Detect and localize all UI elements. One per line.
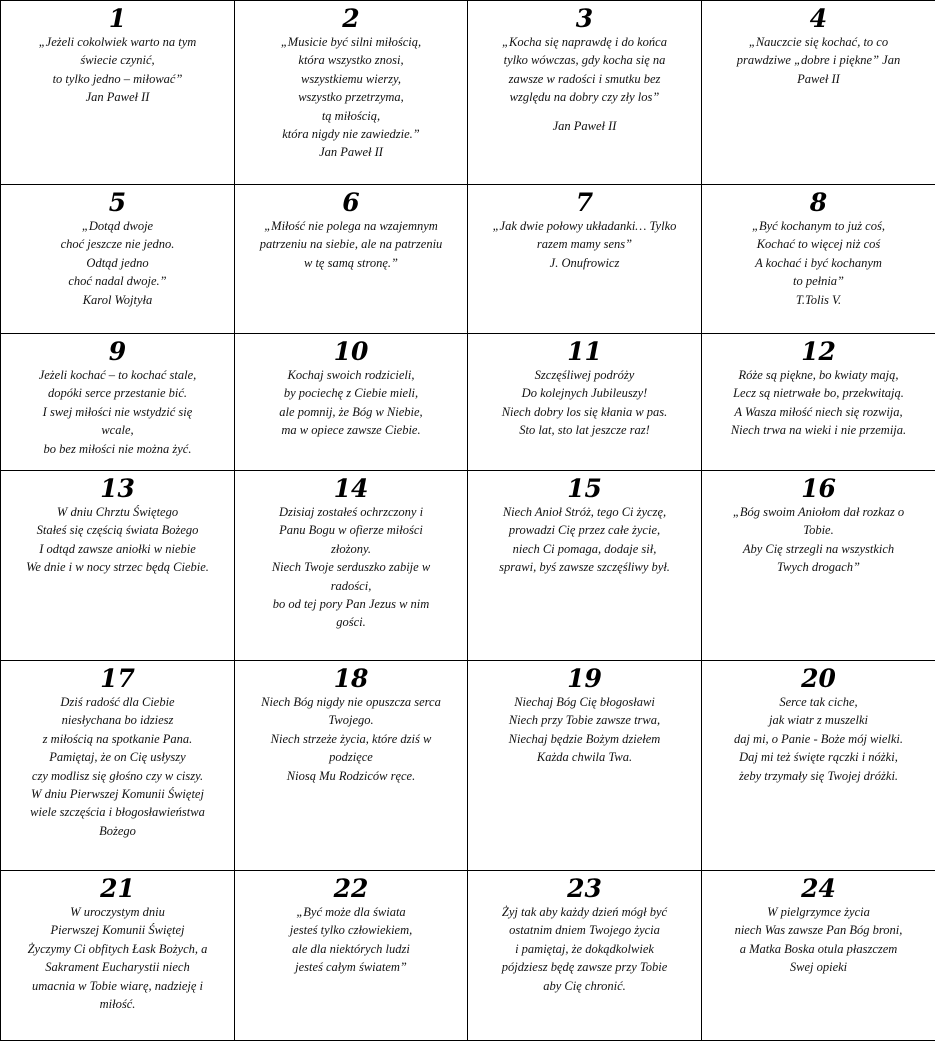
grid-row (1, 661, 935, 871)
verse-line: Do kolejnych Jubileuszy! (474, 384, 695, 402)
verse-line: patrzeniu na siebie, ale na patrzeniu (241, 235, 461, 253)
verse-line: We dnie i w nocy strzec będą Ciebie. (7, 558, 228, 576)
verse-line: tylko wówczas, gdy kocha się na (474, 51, 695, 69)
cell-number: 10 (241, 338, 461, 366)
verse-line: niesłychana bo idziesz (7, 711, 228, 729)
verse-line: jesteś tylko człowiekiem, (241, 921, 461, 939)
verse-line: „Kocha się naprawdę i do końca (474, 33, 695, 51)
verse-line: ostatnim dniem Twojego życia (474, 921, 695, 939)
verse-cell (1, 185, 235, 334)
verse-line: Bożego (7, 822, 228, 840)
verse-line: z miłością na spotkanie Pana. (7, 730, 228, 748)
verse-line: dopóki serce przestanie bić. (7, 384, 228, 402)
verse-line: Niech Anioł Stróż, tego Ci życzę, (474, 503, 695, 521)
verse-cell (468, 1, 702, 185)
verse-line: czy modlisz się głośno czy w ciszy. (7, 767, 228, 785)
verse-cell (1, 1, 235, 185)
verse-line: I odtąd zawsze aniołki w niebie (7, 540, 228, 558)
cell-number: 9 (7, 338, 228, 366)
verse-line: Stałeś się częścią świata Bożego (7, 521, 228, 539)
cell-number: 7 (474, 189, 695, 217)
verse-cell (468, 334, 702, 471)
cell-number: 6 (241, 189, 461, 217)
verse-cell (468, 471, 702, 661)
cell-number: 8 (708, 189, 929, 217)
verse-line: Karol Wojtyła (7, 291, 228, 309)
verse-line: miłość. (7, 995, 228, 1013)
verse-line: Jeżeli kochać – to kochać stale, (7, 366, 228, 384)
verse-line: Róże są piękne, bo kwiaty mają, (708, 366, 929, 384)
verse-line: daj mi, o Panie - Boże mój wielki. (708, 730, 929, 748)
verse-line: złożony. (241, 540, 461, 558)
cell-number: 15 (474, 475, 695, 503)
verse-line: choć nadal dwoje.” (7, 272, 228, 290)
verse-line: J. Onufrowicz (474, 254, 695, 272)
verse-line: prowadzi Cię przez całe życie, (474, 521, 695, 539)
verse-line: A kochać i być kochanym (708, 254, 929, 272)
verse-cell (468, 185, 702, 334)
verse-line: aby Cię chronić. (474, 977, 695, 995)
verse-line: żeby trzymały się Twojej dróżki. (708, 767, 929, 785)
verse-cell (1, 471, 235, 661)
verse-line: Sakrament Eucharystii niech (7, 958, 228, 976)
verse-line: W dniu Pierwszej Komunii Świętej (7, 785, 228, 803)
verse-cell (1, 871, 235, 1041)
verse-line: zawsze w radości i smutku bez (474, 70, 695, 88)
cell-number: 1 (7, 5, 228, 33)
verse-line: to tylko jedno – miłować” (7, 70, 228, 88)
cell-number: 21 (7, 875, 228, 903)
verse-line: W dniu Chrztu Świętego (7, 503, 228, 521)
verse-line: ale pomnij, że Bóg w Niebie, (241, 403, 461, 421)
verse-line: bo bez miłości nie można żyć. (7, 440, 228, 458)
cell-number: 18 (241, 665, 461, 693)
verse-cell (235, 1, 468, 185)
verse-line: podzięce (241, 748, 461, 766)
verse-line: Kochaj swoich rodzicieli, (241, 366, 461, 384)
verse-line: Pamiętaj, że on Cię usłyszy (7, 748, 228, 766)
verse-line: pójdziesz będę zawsze przy Tobie (474, 958, 695, 976)
verse-line: wszystko przetrzyma, (241, 88, 461, 106)
verse-cell (1, 661, 235, 871)
verse-line: „Musicie być silni miłością, (241, 33, 461, 51)
verse-line: bo od tej pory Pan Jezus w nim (241, 595, 461, 613)
verse-line: tą miłością, (241, 107, 461, 125)
grid-row (1, 185, 935, 334)
verse-line: „Dotąd dwoje (7, 217, 228, 235)
verse-line: Niechaj Bóg Cię błogosławi (474, 693, 695, 711)
verse-line: I swej miłości nie wstydzić się (7, 403, 228, 421)
verse-line: Niosą Mu Rodziców ręce. (241, 767, 461, 785)
verse-line: „Miłość nie polega na wzajemnym (241, 217, 461, 235)
verse-cell (235, 471, 468, 661)
verse-line: Pierwszej Komunii Świętej (7, 921, 228, 939)
cell-number: 11 (474, 338, 695, 366)
verse-line: Niech trwa na wieki i nie przemija. (708, 421, 929, 439)
verse-line: Szczęśliwej podróży (474, 366, 695, 384)
verse-cell (468, 661, 702, 871)
verse-cell (235, 661, 468, 871)
verse-cell (702, 334, 935, 471)
grid-row (1, 471, 935, 661)
cell-number: 22 (241, 875, 461, 903)
verse-line: razem mamy sens” (474, 235, 695, 253)
verse-line: „Bóg swoim Aniołom dał rozkaz o (708, 503, 929, 521)
verse-line: ma w opiece zawsze Ciebie. (241, 421, 461, 439)
grid-row (1, 871, 935, 1041)
cell-number: 24 (708, 875, 929, 903)
verse-line: Życzymy Ci obfitych Łask Bożych, a (7, 940, 228, 958)
verse-cell (468, 871, 702, 1041)
verse-line: choć jeszcze nie jedno. (7, 235, 228, 253)
verse-line: Niech dobry los się kłania w pas. (474, 403, 695, 421)
cell-number: 19 (474, 665, 695, 693)
verse-line: Niech strzeże życia, które dziś w (241, 730, 461, 748)
verse-line: Daj mi też święte rączki i nóżki, (708, 748, 929, 766)
verse-line: gości. (241, 613, 461, 631)
verse-line: „Nauczcie się kochać, to co (708, 33, 929, 51)
verse-line: Kochać to więcej niż coś (708, 235, 929, 253)
verse-line: i pamiętaj, że dokądkolwiek (474, 940, 695, 958)
verse-line: Swej opieki (708, 958, 929, 976)
verse-line: Paweł II (708, 70, 929, 88)
verse-line: Odtąd jedno (7, 254, 228, 272)
verse-line: a Matka Boska otula płaszczem (708, 940, 929, 958)
verse-line: Jan Paweł II (241, 143, 461, 161)
verse-line: wszystkiemu wierzy, (241, 70, 461, 88)
cell-number: 23 (474, 875, 695, 903)
verse-cell (702, 185, 935, 334)
verse-line: jak wiatr z muszelki (708, 711, 929, 729)
verse-line: „Jak dwie połowy układanki… Tylko (474, 217, 695, 235)
verse-line: Jan Paweł II (7, 88, 228, 106)
verse-line: Serce tak ciche, (708, 693, 929, 711)
verse-line: Niech Bóg nigdy nie opuszcza serca (241, 693, 461, 711)
verse-line: jesteś całym światem” (241, 958, 461, 976)
cell-number: 3 (474, 5, 695, 33)
grid-row (1, 1, 935, 185)
cell-number: 20 (708, 665, 929, 693)
verse-line: niech Ci pomaga, dodaje sił, (474, 540, 695, 558)
verse-line: Aby Cię strzegli na wszystkich (708, 540, 929, 558)
cell-number: 12 (708, 338, 929, 366)
verse-cell (235, 334, 468, 471)
verse-line: względu na dobry czy zły los” (474, 88, 695, 106)
verse-line: Tobie. (708, 521, 929, 539)
cell-number: 2 (241, 5, 461, 33)
verse-line: ale dla niektórych ludzi (241, 940, 461, 958)
verse-cell (702, 471, 935, 661)
verse-line: Każda chwila Twa. (474, 748, 695, 766)
verse-line: Lecz są nietrwałe bo, przekwitają. (708, 384, 929, 402)
cell-number: 16 (708, 475, 929, 503)
verse-line: wiele szczęścia i błogosławieństwa (7, 803, 228, 821)
verse-cell (1, 334, 235, 471)
verse-line: T.Tolis V. (708, 291, 929, 309)
verse-line: świecie czynić, (7, 51, 228, 69)
verse-line: Sto lat, sto lat jeszcze raz! (474, 421, 695, 439)
verse-line: Niech Twoje serduszko zabije w (241, 558, 461, 576)
verse-line: by pociechę z Ciebie mieli, (241, 384, 461, 402)
verse-spacer (474, 107, 695, 117)
verse-line: sprawi, byś zawsze szczęśliwy był. (474, 558, 695, 576)
cell-number: 4 (708, 5, 929, 33)
verse-line: W uroczystym dniu (7, 903, 228, 921)
verse-line: która nigdy nie zawiedzie.” (241, 125, 461, 143)
cell-number: 17 (7, 665, 228, 693)
verse-line: niech Was zawsze Pan Bóg broni, (708, 921, 929, 939)
cell-number: 5 (7, 189, 228, 217)
verse-line: umacnia w Tobie wiarę, nadzieję i (7, 977, 228, 995)
verse-line: Dziś radość dla Ciebie (7, 693, 228, 711)
verse-line: „Jeżeli cokolwiek warto na tym (7, 33, 228, 51)
verse-line: „Być kochanym to już coś, (708, 217, 929, 235)
verse-line: Twych drogach” (708, 558, 929, 576)
cell-number: 14 (241, 475, 461, 503)
verse-line: prawdziwe „dobre i piękne” Jan (708, 51, 929, 69)
verse-line: Niech przy Tobie zawsze trwa, (474, 711, 695, 729)
verse-line: Twojego. (241, 711, 461, 729)
verse-line: W pielgrzymce życia (708, 903, 929, 921)
verse-line: radości, (241, 577, 461, 595)
verse-line: „Być może dla świata (241, 903, 461, 921)
verse-cell (702, 1, 935, 185)
verse-cell (235, 185, 468, 334)
verse-line: która wszystko znosi, (241, 51, 461, 69)
verse-cell (235, 871, 468, 1041)
verse-line: Panu Bogu w ofierze miłości (241, 521, 461, 539)
verse-cell (702, 661, 935, 871)
verse-line: Jan Paweł II (474, 117, 695, 135)
verse-cell (702, 871, 935, 1041)
grid-row (1, 334, 935, 471)
verse-line: Dzisiaj zostałeś ochrzczony i (241, 503, 461, 521)
verse-line: to pełnia” (708, 272, 929, 290)
verse-line: Niechaj będzie Bożym dziełem (474, 730, 695, 748)
verse-line: Żyj tak aby każdy dzień mógł być (474, 903, 695, 921)
cell-number: 13 (7, 475, 228, 503)
verse-line: wcale, (7, 421, 228, 439)
verse-line: A Wasza miłość niech się rozwija, (708, 403, 929, 421)
verse-line: w tę samą stronę.” (241, 254, 461, 272)
